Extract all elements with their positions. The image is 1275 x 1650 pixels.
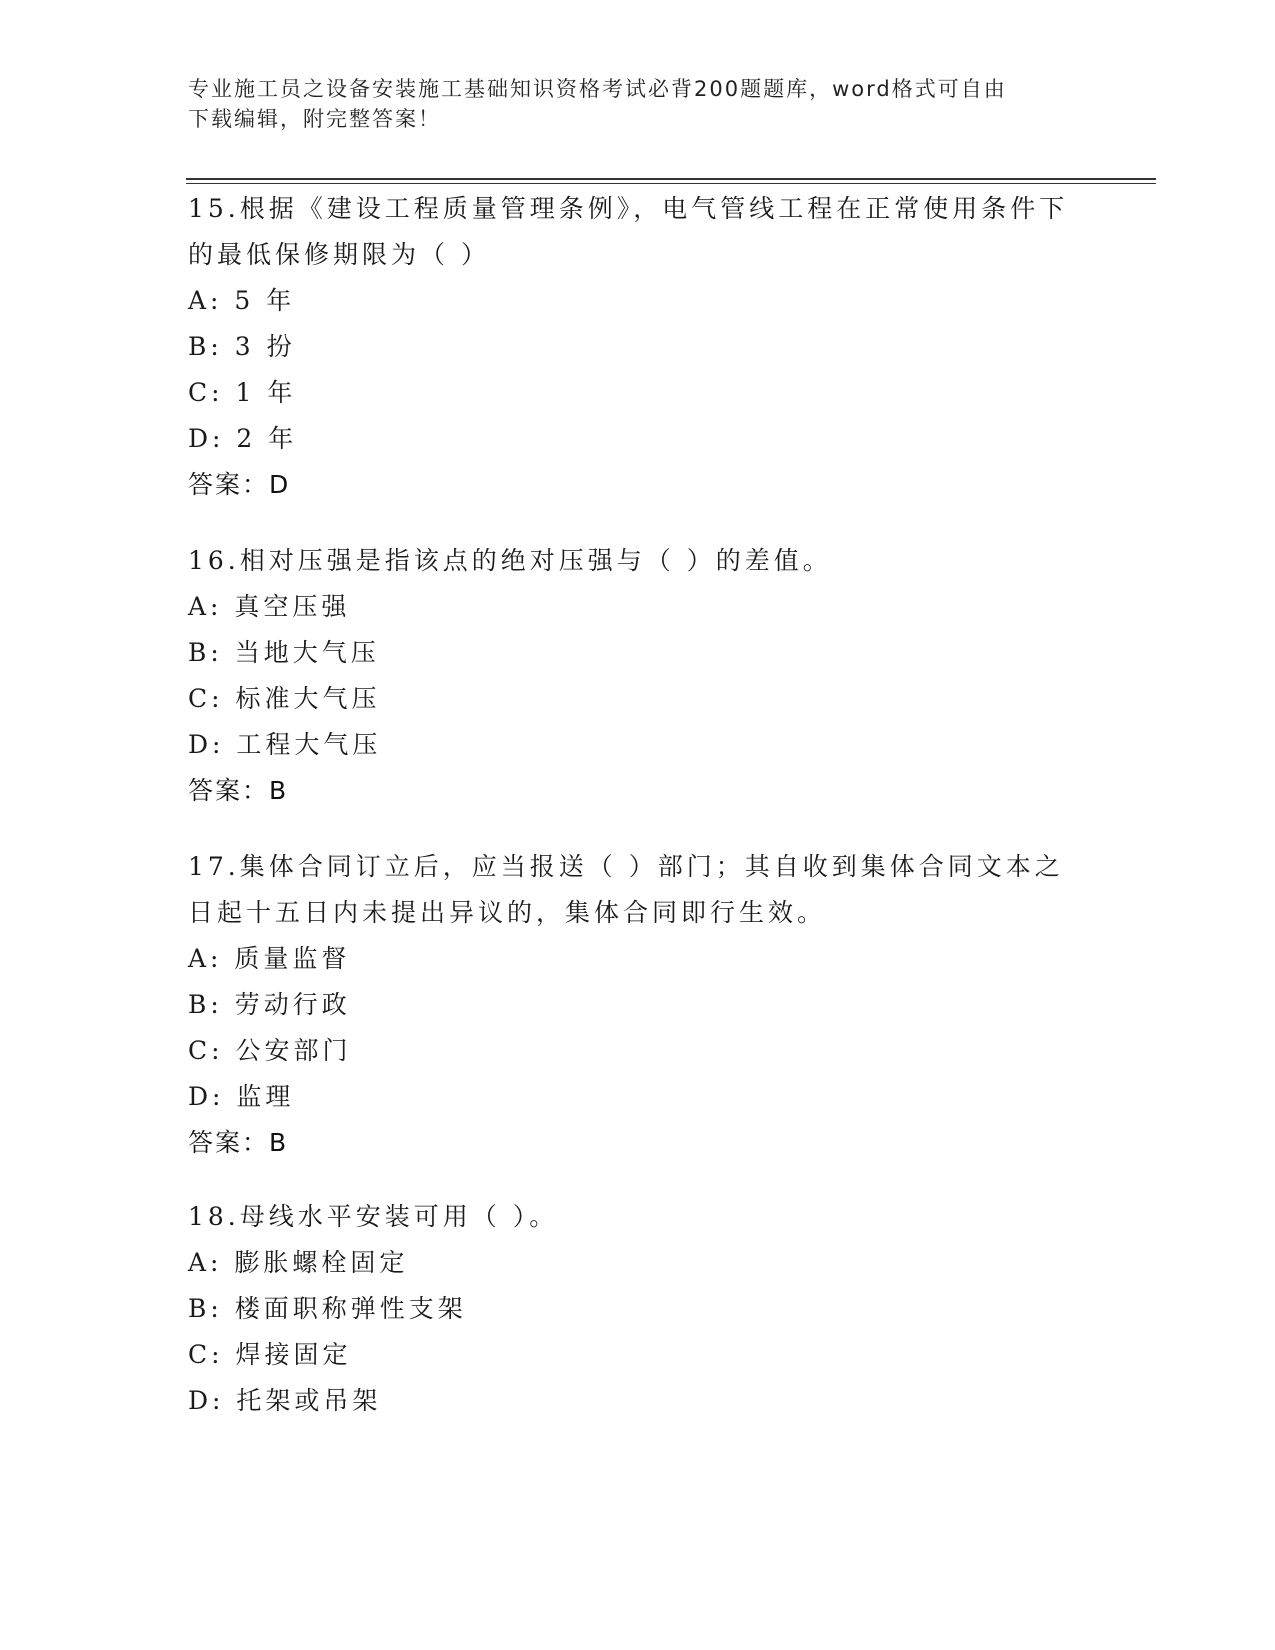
option-b: B: 当地大气压 xyxy=(188,638,380,667)
question-15 xyxy=(188,186,1088,508)
question-stem-line-1: 16.相对压强是指该点的绝对压强与（ ）的差值。 xyxy=(188,546,832,575)
header-line-1: 专业施工员之设备安装施工基础知识资格考试必背200题题库，word格式可自由 xyxy=(188,77,1007,101)
header-divider-thick xyxy=(186,178,1156,180)
question-18 xyxy=(188,1194,1088,1424)
header-line-2: 下载编辑，附完整答案！ xyxy=(188,107,441,131)
question-stem-line-1: 18.母线水平安装可用（ ）。 xyxy=(188,1202,559,1231)
document-header xyxy=(188,74,1088,134)
option-a: A: 质量监督 xyxy=(188,944,351,973)
question-stem-line-2: 日起十五日内未提出异议的，集体合同即行生效。 xyxy=(188,898,827,927)
answer: 答案：B xyxy=(188,1128,289,1157)
question-17 xyxy=(188,844,1088,1166)
option-b: B: 楼面职称弹性支架 xyxy=(188,1294,467,1323)
option-a: A: 膨胀螺栓固定 xyxy=(188,1248,409,1277)
header-divider-thin xyxy=(186,183,1156,184)
option-c: C: 标准大气压 xyxy=(188,684,381,713)
answer: 答案：B xyxy=(188,776,289,805)
question-stem-line-2: 的最低保修期限为（ ） xyxy=(188,240,490,269)
option-c: C: 焊接固定 xyxy=(188,1340,352,1369)
question-16 xyxy=(188,538,1088,814)
option-b: B: 劳动行政 xyxy=(188,990,351,1019)
answer: 答案：D xyxy=(188,470,291,499)
option-a: A: 真空压强 xyxy=(188,592,351,621)
option-c: C: 1 年 xyxy=(188,378,297,407)
option-d: D: 2 年 xyxy=(188,424,298,453)
question-stem-line-1: 15.根据《建设工程质量管理条例》，电气管线工程在正常使用条件下 xyxy=(188,194,1069,223)
option-b: B: 3 扮 xyxy=(188,332,296,361)
option-d: D: 托架或吊架 xyxy=(188,1386,382,1415)
option-c: C: 公安部门 xyxy=(188,1036,352,1065)
option-d: D: 监理 xyxy=(188,1082,295,1111)
question-stem-line-1: 17.集体合同订立后，应当报送（ ）部门；其自收到集体合同文本之 xyxy=(188,852,1064,881)
option-a: A: 5 年 xyxy=(188,286,296,315)
option-d: D: 工程大气压 xyxy=(188,730,382,759)
